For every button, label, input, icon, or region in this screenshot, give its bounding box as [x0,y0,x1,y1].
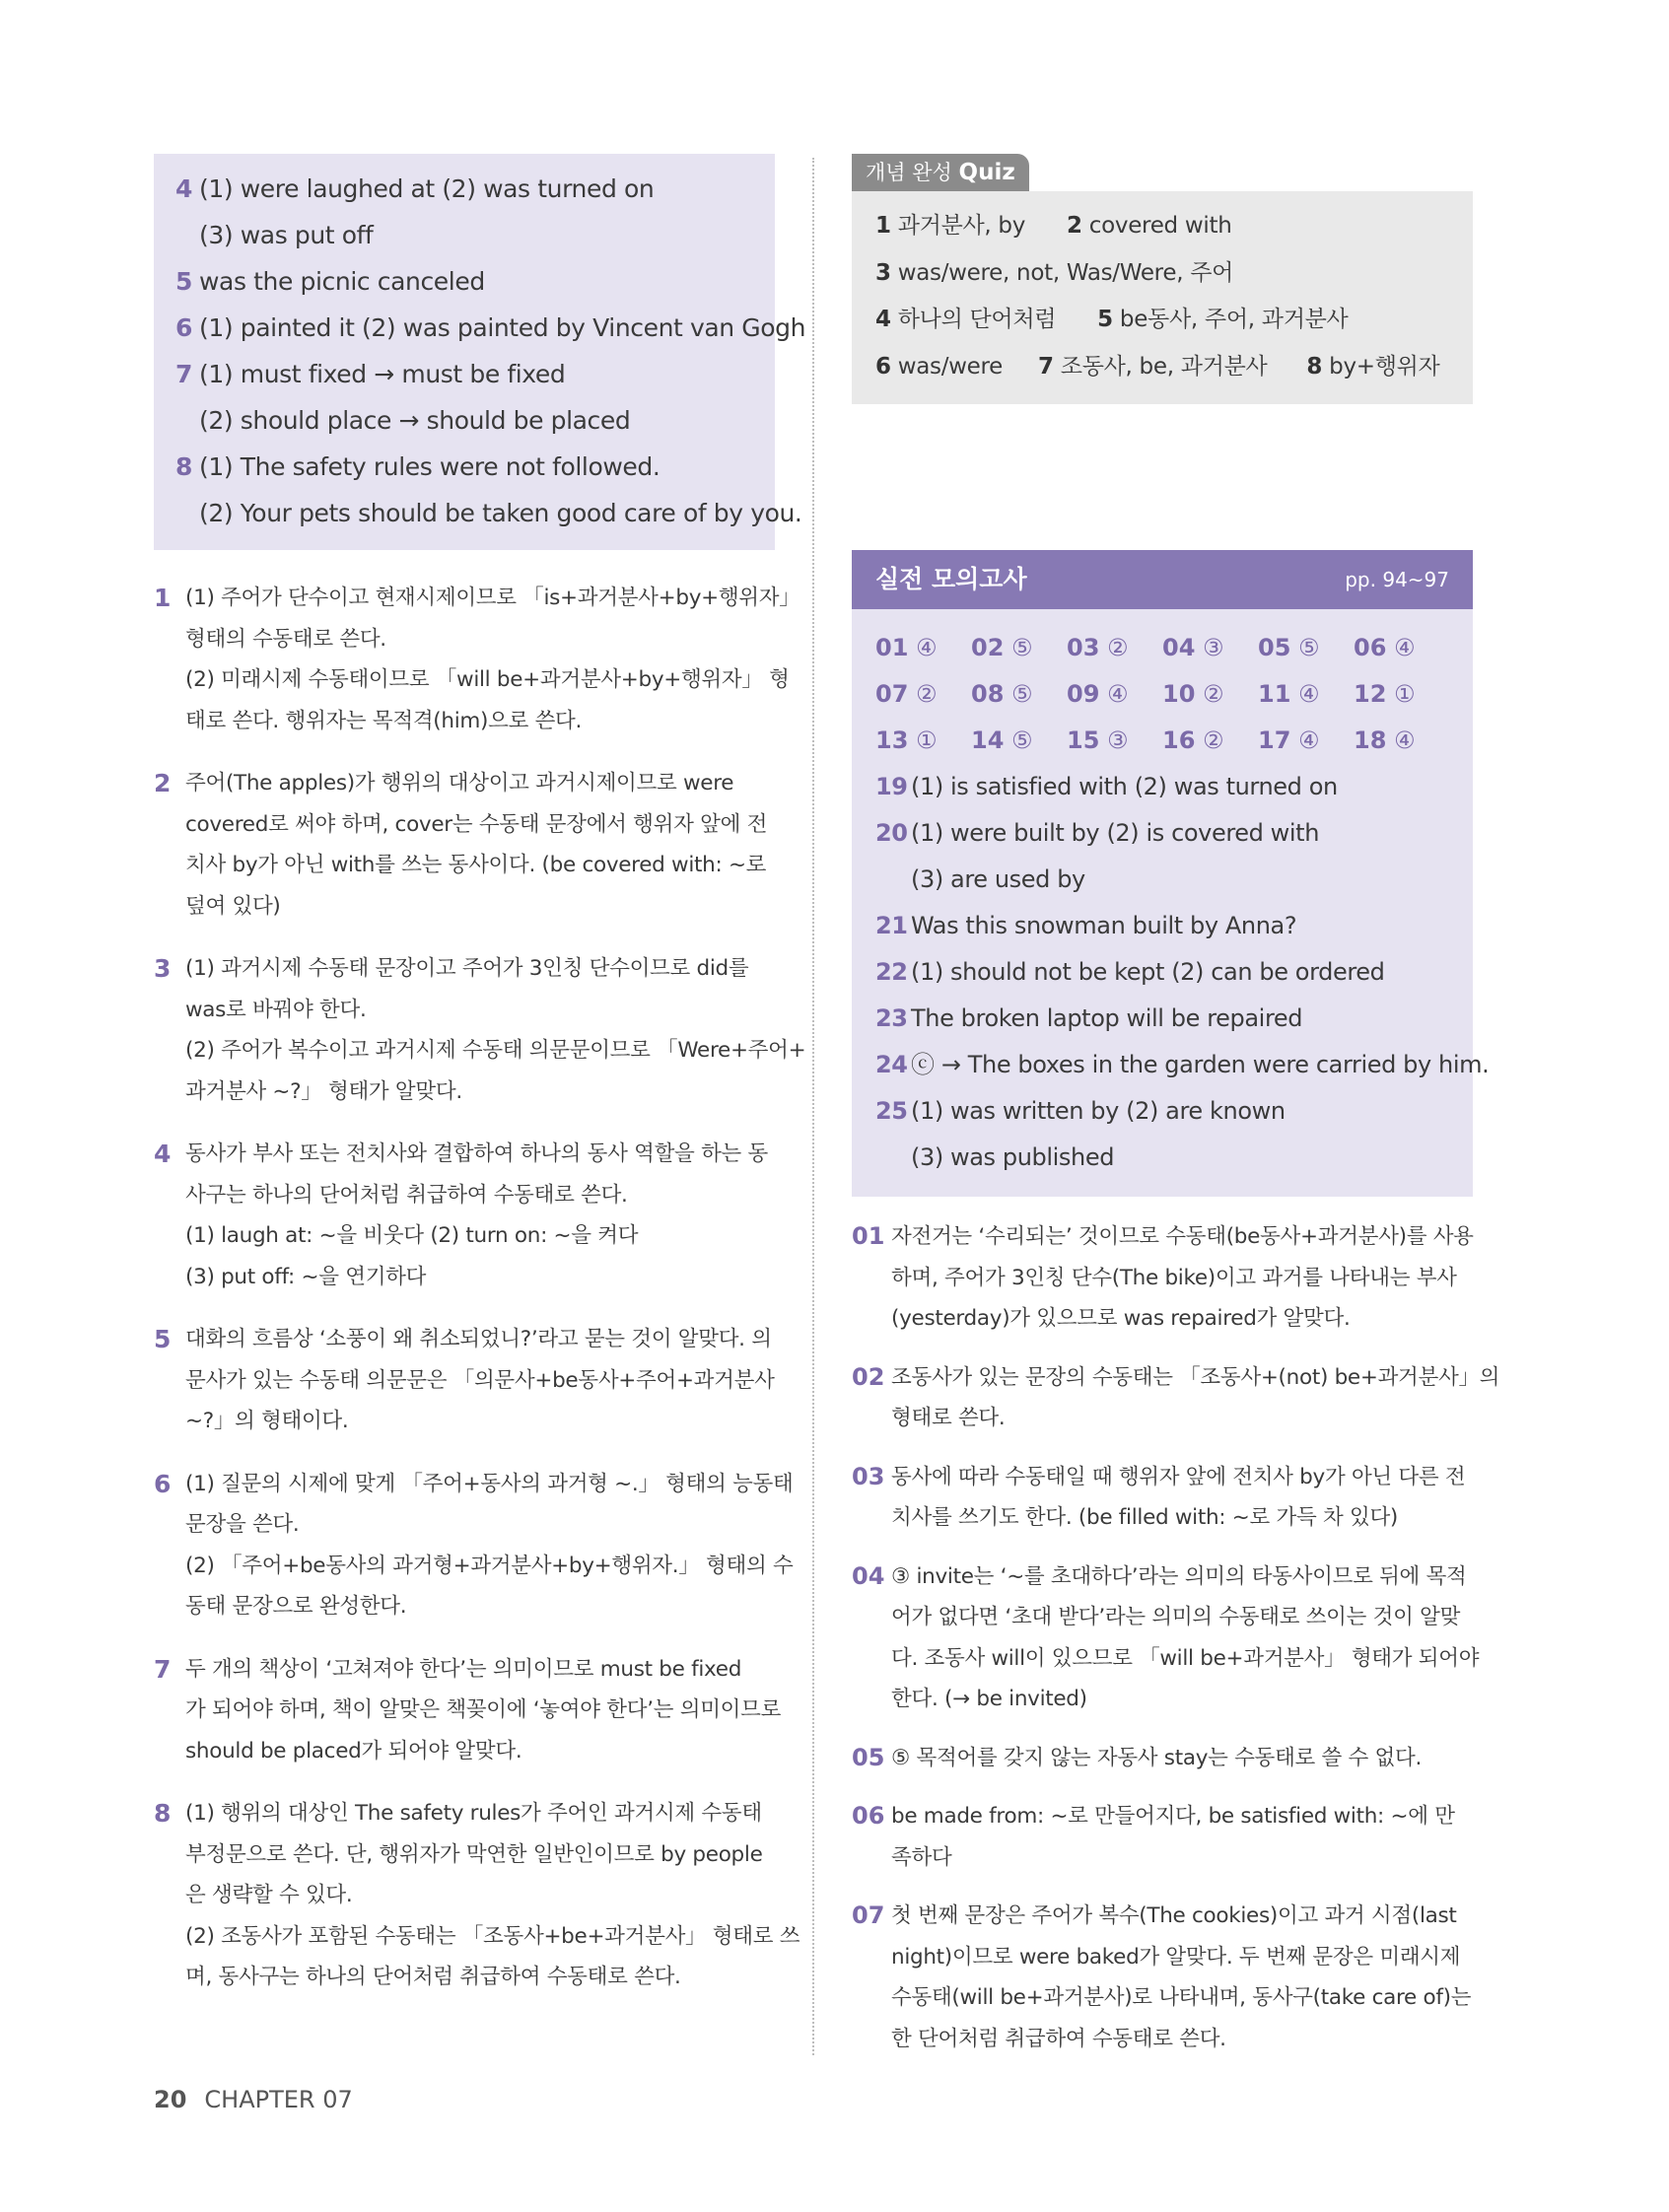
left-column [154,154,806,2020]
explanation-number: 03 [852,1462,885,1490]
explanation-item [852,1216,1473,1340]
question-number: 24 [875,1051,908,1078]
explanation-line: 다. 조동사 will이 있으므로 「will be+과거분사」 형태가 되어야 [891,1645,1480,1671]
explanation-line: ③ invite는 ‘~를 초대하다’라는 의미의 타동사이므로 뒤에 목적 [891,1563,1467,1589]
explanation-line: should be placed가 되어야 알맞다. [185,1738,522,1763]
question-number: 07 [875,680,909,708]
explanation-item [154,1793,800,1998]
choice-answer [971,718,1067,764]
mock-test-title: 실전 모의고사 [875,565,1027,593]
explanation-line: 태로 쓴다. 행위자는 목적격(him)으로 쓴다. [185,708,583,733]
choice-mark: ③ [1203,634,1224,661]
answer-line [175,444,753,490]
explanation-line: 과거분사 ~?」 형태가 알맞다. [185,1078,462,1104]
answer-text: (2) Your pets should be taken good care of by you. [199,499,802,527]
question-number: 09 [1067,680,1100,708]
answer-line [175,490,802,536]
explanation-line: 형태의 수동태로 쓴다. [185,626,386,652]
answer-box [154,154,806,550]
question-number: 02 [971,634,1005,661]
choice-mark: ⑤ [1011,726,1033,754]
answer-text: (3) was published [911,1143,1115,1171]
quiz-tab-title: Quiz [958,160,1015,185]
right-explanations [852,1216,1500,2059]
question-number: 08 [971,680,1005,708]
quiz-answer: was/were, not, Was/Were, 주어 [897,259,1234,286]
quiz-row [875,250,1449,298]
question-number: 03 [1067,634,1100,661]
written-answer [875,1042,1490,1088]
choice-answer [875,625,971,671]
answer-text: was the picnic canceled [199,267,485,296]
explanation-number: 2 [154,769,172,797]
explanation-item [154,578,800,741]
question-number: 10 [1162,680,1196,708]
explanation-line: night)이므로 were baked가 알맞다. 두 번째 문장은 미래시제 [891,1944,1461,1970]
chapter-label: CHAPTER 07 [204,2086,353,2113]
written-answer [875,996,1449,1042]
written-answer [875,1135,1449,1181]
explanation-line: 은 생략할 수 있다. [185,1883,353,1907]
quiz-answer: 하나의 단어처럼 [897,307,1057,332]
right-column [852,154,1500,2077]
explanation-item [852,1556,1480,1720]
explanation-line: 동태 문장으로 완성한다. [185,1594,407,1619]
answer-text: ⓒ → The boxes in the garden were carried by him. [911,1051,1490,1078]
question-number: 12 [1354,680,1387,708]
explanation-number: 7 [154,1654,172,1684]
choice-mark: ④ [1298,680,1320,708]
answer-text: (1) must fixed → must be fixed [199,360,566,388]
answer-text: (1) is satisfied with (2) was turned on [911,773,1338,800]
explanation-line: 덮여 있다) [185,893,281,919]
choice-mark: ⑤ [1298,634,1320,661]
quiz-tab [852,154,1029,191]
answer-text: The broken laptop will be repaired [911,1004,1303,1032]
explanation-line: (yesterday)가 있으므로 was repaired가 알맞다. [891,1306,1351,1331]
question-number: 13 [875,726,909,754]
quiz-tab-label: 개념 완성 [866,161,952,184]
answer-line [175,212,753,258]
explanation-line: covered로 써야 하며, cover는 수동태 문장에서 행위자 앞에 전 [185,811,768,837]
choice-answer [1354,671,1449,718]
answer-text: (3) was put off [199,221,374,249]
quiz-answer: by+행위자 [1329,353,1440,380]
choice-mark: ⑤ [1011,680,1033,708]
quiz-number: 7 [1038,353,1054,380]
explanation-item [852,1357,1500,1439]
choice-answer [1162,625,1258,671]
answer-line [175,351,753,397]
explanation-number: 6 [154,1469,172,1498]
explanation-number: 06 [852,1802,885,1830]
answer-text: (2) should place → should be placed [199,406,631,435]
choice-answer [971,671,1067,718]
question-number: 17 [1258,726,1291,754]
choice-mark: ② [916,680,938,708]
choice-answer [1258,718,1354,764]
question-number: 18 [1354,726,1387,754]
explanation-line: (1) 행위의 대상인 The safety rules가 주어인 과거시제 수동태 [185,1801,762,1826]
answer-text: (1) was written by (2) are known [911,1097,1286,1125]
explanation-line: 두 개의 책상이 ‘고쳐져야 한다’는 의미이므로 must be fixed [185,1656,742,1682]
quiz-item [1067,203,1231,250]
choice-mark: ① [916,726,938,754]
quiz-box [852,191,1473,404]
choice-answer [971,625,1067,671]
quiz-item [875,250,1233,298]
explanation-line: 부정문으로 쓴다. 단, 행위자가 막연한 일반인이므로 by people [185,1841,763,1867]
explanation-line: 한 단어처럼 취급하여 수동태로 쓴다. [891,2026,1226,2051]
answer-number: 5 [175,267,192,296]
question-number: 06 [1354,634,1387,661]
quiz-answer: be동사, 주어, 과거분사 [1119,307,1349,332]
answer-text: (1) should not be kept (2) can be ordered [911,958,1385,986]
explanation-line: 어가 없다면 ‘초대 받다’라는 의미의 수동태로 쓰이는 것이 알맞 [891,1605,1461,1629]
answer-text: (1) painted it (2) was painted by Vincent van Gogh [199,313,806,342]
mock-test-pages: pp. 94~97 [1345,568,1449,591]
choice-mark: ④ [1107,680,1129,708]
quiz-number: 3 [875,259,891,286]
answer-line [175,397,753,444]
explanation-line: 치사를 쓰기도 한다. (be filled with: ~로 가득 차 있다) [891,1505,1398,1530]
explanation-line: (2) 주어가 복수이고 과거시제 수동태 의문문이므로 「Were+주어+ [185,1038,806,1063]
explanation-item [852,1896,1473,2059]
explanation-item [154,1319,775,1442]
question-number: 19 [875,773,908,800]
explanation-item [852,1457,1473,1539]
explanation-number: 07 [852,1901,885,1929]
answer-text: (1) were laughed at (2) was turned on [199,174,655,203]
left-explanations [154,578,806,1998]
quiz-item [1306,344,1439,391]
choice-mark: ④ [1298,726,1320,754]
choice-row [875,671,1449,718]
explanation-line: 하며, 주어가 3인칭 단수(The bike)이고 과거를 나타내는 부사 [891,1265,1457,1290]
choice-mark: ② [1203,726,1224,754]
question-number: 01 [875,634,909,661]
written-answer [875,857,1449,903]
explanation-line: 자전거는 ‘수리되는’ 것이므로 수동태(be동사+과거분사)를 사용 [891,1224,1474,1249]
choice-answer [1067,718,1162,764]
quiz-number: 2 [1067,213,1082,239]
quiz-answer: 조동사, be, 과거분사 [1060,353,1268,380]
quiz-answer: 과거분사, by [897,213,1026,239]
explanation-line: 대화의 흐름상 ‘소풍이 왜 취소되었니?’라고 묻는 것이 알맞다. 의 [185,1327,772,1351]
answer-text: Was this snowman built by Anna? [911,912,1297,939]
question-number: 21 [875,912,908,939]
mock-test-answers [852,609,1490,1197]
explanation-number: 04 [852,1561,885,1590]
mock-test-header [852,550,1473,609]
explanation-line: 조동사가 있는 문장의 수동태는 「조동사+(not) be+과거분사」의 [891,1364,1500,1390]
answer-line [175,305,806,351]
explanation-item [154,1134,775,1297]
explanation-line: (2) 미래시제 수동태이므로 「will be+과거분사+by+행위자」 형 [185,667,790,692]
explanation-line: 사구는 하나의 단어처럼 취급하여 수동태로 쓴다. [185,1182,628,1208]
explanation-number: 4 [154,1140,172,1168]
choice-mark: ④ [916,634,938,661]
explanation-number: 8 [154,1799,172,1828]
choice-answer [1258,671,1354,718]
explanation-line: was로 바꿔야 한다. [185,997,367,1022]
explanation-line: (1) 과거시제 수동태 문장이고 주어가 3인칭 단수이므로 did를 [185,956,749,981]
choice-mark: ② [1203,680,1224,708]
question-number: 20 [875,819,908,847]
explanation-item [154,1464,794,1627]
answer-line [175,166,753,212]
choice-mark: ② [1107,634,1129,661]
question-number: 22 [875,958,908,986]
explanation-item [852,1796,1473,1878]
choice-row [875,718,1449,764]
explanation-line: (3) put off: ~을 연기하다 [185,1264,427,1289]
question-number: 11 [1258,680,1291,708]
choice-mark: ③ [1107,726,1129,754]
explanation-item [154,1649,782,1772]
choice-mark: ⑤ [1011,634,1033,661]
choice-row [875,625,1449,671]
explanation-line: (1) 주어가 단수이고 현재시제이므로 「is+과거분사+by+행위자」 [185,586,800,610]
quiz-number: 6 [875,353,891,380]
answer-text: (3) are used by [911,865,1085,893]
quiz-item [1038,344,1267,391]
explanation-line: ⑤ 목적어를 갖지 않는 자동사 stay는 수동태로 쓸 수 없다. [891,1745,1423,1770]
explanation-line: 족하다 [891,1844,952,1870]
written-answer [875,810,1449,857]
quiz-number: 1 [875,213,891,239]
explanation-line: 한다. (→ be invited) [891,1687,1087,1711]
column-divider [812,158,814,2055]
written-answer [875,903,1449,949]
explanation-line: (1) laugh at: ~을 비웃다 (2) turn on: ~을 켜다 [185,1223,639,1248]
quiz-number: 5 [1097,307,1113,332]
answer-number: 4 [175,174,192,203]
answer-number: 6 [175,313,192,342]
quiz-section [852,154,1473,404]
explanation-number: 02 [852,1362,885,1391]
quiz-number: 8 [1306,353,1323,380]
quiz-answer: covered with [1088,213,1232,239]
written-answer [875,1088,1449,1135]
question-number: 23 [875,1004,908,1032]
question-number: 16 [1162,726,1196,754]
explanation-number: 3 [154,954,172,983]
choice-answer [1258,625,1354,671]
question-number: 05 [1258,634,1291,661]
choice-mark: ④ [1394,634,1416,661]
explanation-line: 동사에 따라 수동태일 때 행위자 앞에 전치사 by가 아닌 다른 전 [891,1464,1466,1489]
explanation-line: 문사가 있는 수동태 의문문은 「의문사+be동사+주어+과거분사 [185,1367,775,1393]
explanation-line: be made from: ~로 만들어지다, be satisfied with: ~에 만 [891,1804,1455,1829]
choice-answer [1354,625,1449,671]
quiz-item [875,297,1056,344]
choice-mark: ① [1394,680,1416,708]
explanation-number: 05 [852,1743,885,1771]
explanation-line: 며, 동사구는 하나의 단어처럼 취급하여 수동태로 쓴다. [185,1965,681,1989]
explanation-line: 수동태(will be+과거분사)로 나타내며, 동사구(take care of)는 [891,1985,1472,2010]
quiz-answer: was/were [897,353,1004,380]
question-number: 15 [1067,726,1100,754]
question-number: 14 [971,726,1005,754]
choice-mark: ④ [1394,726,1416,754]
written-answer [875,764,1449,810]
quiz-item [875,203,1025,250]
explanation-line: 첫 번째 문장은 주어가 복수(The cookies)이고 과거 시점(last [891,1903,1457,1928]
choice-answer [1067,625,1162,671]
explanation-line: (1) 질문의 시제에 맞게 「주어+동사의 과거형 ~.」 형태의 능동태 [185,1471,794,1496]
explanation-line: 치사 by가 아닌 with를 쓰는 동사이다. (be covered with: ~로 [185,853,767,877]
choice-answer [875,671,971,718]
explanation-line: 가 되어야 하며, 책이 알맞은 책꽂이에 ‘놓여야 한다’는 의미이므로 [185,1697,782,1722]
answer-number: 8 [175,452,192,481]
explanation-line: 형태로 쓴다. [891,1406,1006,1430]
answer-text: (1) were built by (2) is covered with [911,819,1320,847]
quiz-row [875,297,1449,344]
mock-test-section [852,550,1490,1197]
explanation-line: (2) 「주어+be동사의 과거형+과거분사+by+행위자.」 형태의 수 [185,1553,794,1578]
choice-answer [1067,671,1162,718]
question-number: 25 [875,1097,908,1125]
quiz-row [875,344,1449,391]
quiz-row [875,203,1449,250]
explanation-line: 주어(The apples)가 행위의 대상이고 과거시제이므로 were [185,771,734,795]
quiz-item [875,344,1003,391]
explanation-number: 01 [852,1222,885,1250]
page-number: 20 [154,2086,187,2113]
quiz-item [1097,297,1348,344]
page-footer [154,2086,353,2113]
answer-number: 7 [175,360,192,388]
answer-line [175,258,753,305]
quiz-number: 4 [875,307,891,332]
explanation-item [154,763,775,927]
explanation-number: 5 [154,1325,172,1353]
answer-text: (1) The safety rules were not followed. [199,452,661,481]
written-answer [875,949,1449,996]
choice-answer [1162,718,1258,764]
choice-answer [1354,718,1449,764]
explanation-line: (2) 조동사가 포함된 수동태는 「조동사+be+과거분사」 형태로 쓰 [185,1923,800,1949]
choice-answer [1162,671,1258,718]
explanation-item [852,1738,1473,1779]
explanation-line: ~?」의 형태이다. [185,1409,349,1433]
question-number: 04 [1162,634,1196,661]
explanation-number: 1 [154,584,172,612]
explanation-line: 문장을 쓴다. [185,1512,300,1537]
choice-answer [875,718,971,764]
explanation-item [154,948,806,1112]
explanation-line: 동사가 부사 또는 전치사와 결합하여 하나의 동사 역할을 하는 동 [185,1141,769,1166]
